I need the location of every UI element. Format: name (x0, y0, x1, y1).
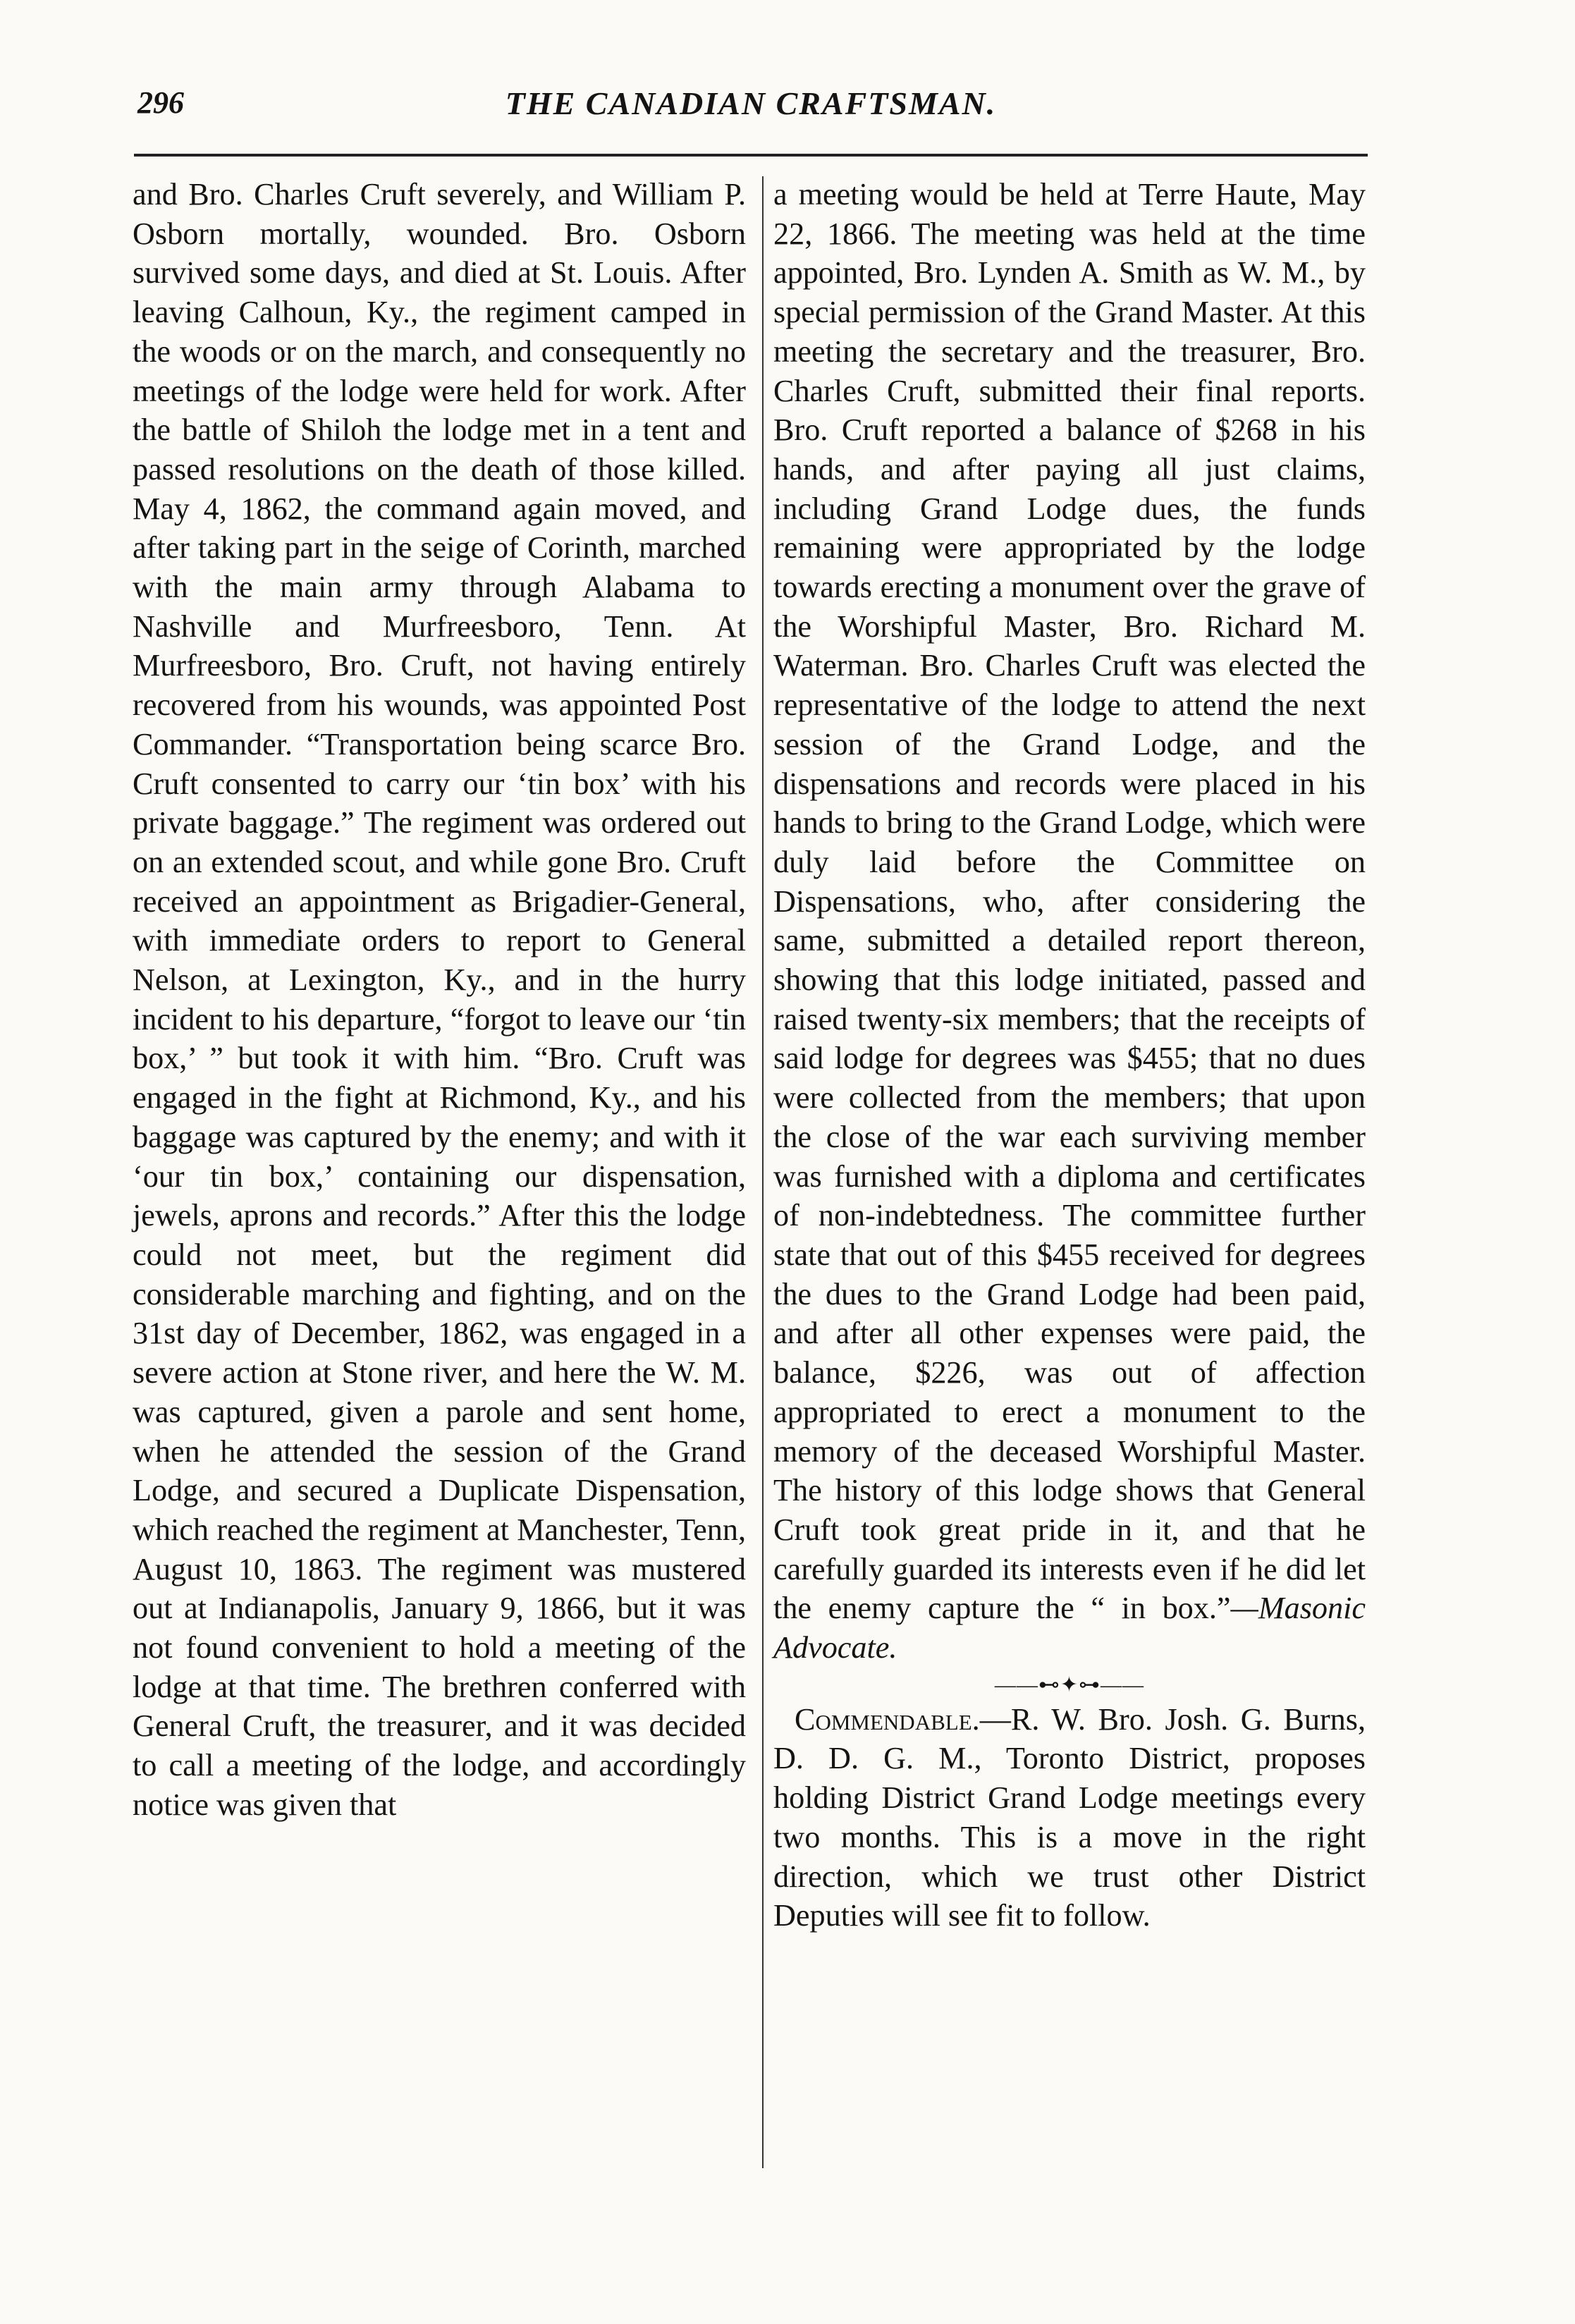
article-source: —Masonic Advocate. (773, 1591, 1366, 1665)
page-number: 296 (137, 85, 184, 120)
right-column (773, 175, 1366, 1935)
article-continuation (773, 175, 1366, 1668)
page-header (137, 85, 1364, 134)
notice-paragraph (773, 1700, 1366, 1935)
journal-title: THE CANADIAN CRAFTSMAN. (505, 85, 997, 121)
header-rule (134, 154, 1368, 157)
article-text: a meeting would be held at Terre Haute, May 22, 1866. The meeting was held at the time appointed, Bro. Lynden A. Smith as W. M., by special permission of the Grand Master. At this meeting the secretary and the treasurer, Bro. Charles Cruft, submitted their final reports. Bro. Cruft reported a balance of $268 in his hands, and after paying all just claims, including Grand Lodge dues, the funds remaining were appropriated by the lodge towards erecting a monument over the grave of the Worshipful Master, Bro. Richard M. Waterman. Bro. Charles Cruft was elected the representative of the lodge to attend the next session of the Grand Lodge, and the dispensations and records were placed in his hands to bring to the Grand Lodge, which were duly laid before the Committee on Dispensations, who, after considering the same, submitted a detailed report thereon, showing that this lodge initiated, passed and raised twenty-six members; that the receipts of said lodge for degrees was $455; that no dues were collected from the members; that upon the close of the war each surviving member was furnished with a diploma and certificates of non-indebtedness. The committee further state that out of this $455 received for degrees the dues to the Grand Lodge had been paid, and after all other expenses were paid, the balance, $226, was out of affection appropriated to erect a monument to the memory of the deceased Worshipful Master. The history of this lodge shows that General Cruft took great pride in it, and that he carefully guarded its interests even if he did let the enemy capture the “ in box.” (773, 177, 1366, 1626)
left-column (133, 175, 746, 1825)
left-column-text: and Bro. Charles Cruft severely, and William P. Osborn mortally, wounded. Bro. Osborn survived some days, and died at St. Louis. After leaving Calhoun, Ky., the regiment camped in the woods or on the march, and consequently no meetings of the lodge were held for work. After the battle of Shiloh the lodge met in a tent and passed resolutions on the death of those killed. May 4, 1862, the command again moved, and after taking part in the seige of Corinth, marched with the main army through Alabama to Nashville and Murfreesboro, Tenn. At Murfreesboro, Bro. Cruft, not having entirely recovered from his wounds, was appointed Post Commander. “Transportation being scarce Bro. Cruft consented to carry our ‘tin box’ with his private baggage.” The regiment was ordered out on an extended scout, and while gone Bro. Cruft received an appointment as Brigadier-General, with immediate orders to report to General Nelson, at Lexington, Ky., and in the hurry incident to his departure, “forgot to leave our ‘tin box,’ ” but took it with him. “Bro. Cruft was engaged in the fight at Richmond, Ky., and his baggage was captured by the enemy; and with it ‘our tin box,’ containing our dispensation, jewels, aprons and records.” After this the lodge could not meet, but the regiment did considerable marching and fighting, and on the 31st day of December, 1862, was engaged in a severe action at Stone river, and here the W. M. was captured, given a parole and sent home, when he attended the session of the Grand Lodge, and secured a Duplicate Dispensation, which reached the regiment at Manchester, Tenn, August 10, 1863. The regiment was mustered out at Indianapolis, January 9, 1866, but it was not found convenient to hold a meeting of the lodge at that time. The brethren conferred with General Cruft, the treasurer, and it was decided to call a meeting of the lodge, and accordingly notice was given that (133, 177, 746, 1822)
notice-lead: Commendable. (795, 1701, 980, 1737)
section-ornament: ——⊷✦⊶—— (994, 1672, 1145, 1696)
column-divider (762, 176, 764, 2168)
notice-text: —R. W. Bro. Josh. G. Burns, D. D. G. M., Toronto District, proposes holding District Grand Lodge meetings every two months. This is a move in the right direction, which we trust other District Deputies will see fit to follow. (773, 1701, 1366, 1933)
